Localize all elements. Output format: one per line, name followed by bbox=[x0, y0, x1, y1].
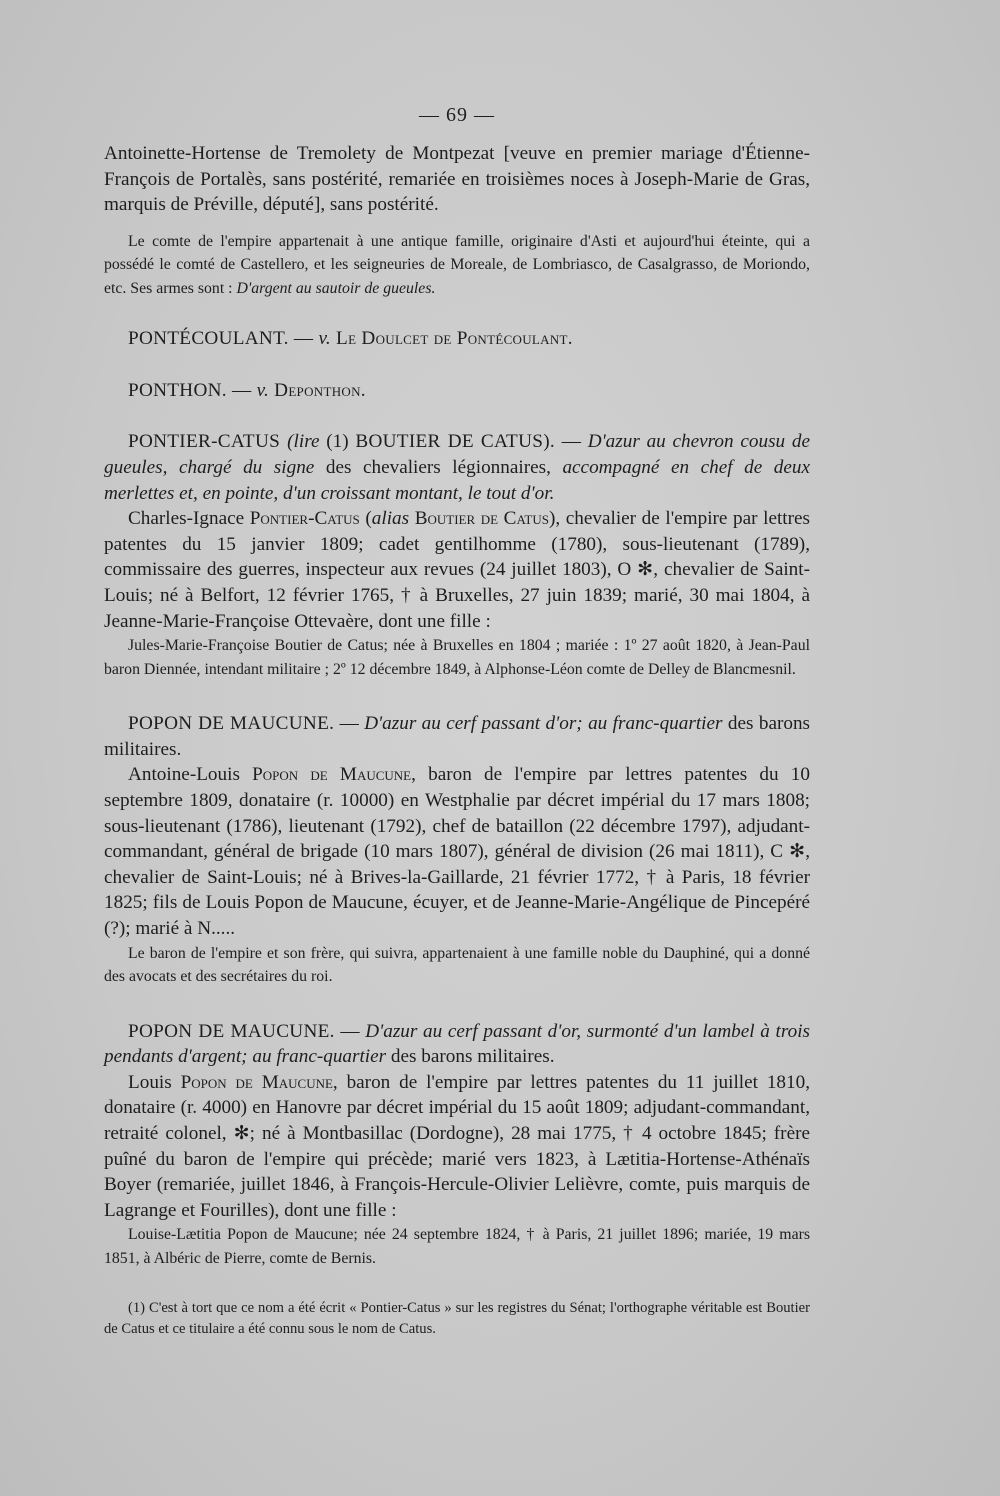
child-pontier: Jules-Marie-Françoise Boutier de Catus; née à Bruxelles en 1804 ; mariée : 1º 27 août 1820, à Jean-Paul baron Diennée, intendant militaire ; 2º 12 décembre 1849, à Alphonse-Léon comte de Delley de Blancmesnil. bbox=[104, 637, 810, 678]
entry-ponthon-ref: Deponthon. bbox=[269, 379, 366, 401]
entry-popon-1-arms: D'azur au cerf passant d'or; au franc-quartier bbox=[364, 713, 723, 735]
bio-pontier-name: Pontier-Catus bbox=[249, 508, 360, 530]
entry-pontier-catus bbox=[104, 429, 810, 506]
entry-popon-2-arms: D'azur au cerf passant d'or, surmonté d'un lambel à trois pendants d'argent; au franc-quartier bbox=[104, 1020, 811, 1068]
note-tremolety-text: Le comte de l'empire appartenait à une antique famille, originaire d'Asti et aujourd'hui éteinte, qui a possédé le comté de Castellero, et les seigneuries de Moreale, de Lombriasco, de Casalgrasso, de Moriondo, etc. Ses armes sont : bbox=[104, 232, 810, 297]
entry-pontier-arms-end: accompagné en chef de deux merlettes et, en pointe, d'un croissant montant, le tout d'or. bbox=[104, 457, 810, 504]
entry-dash: — bbox=[334, 713, 365, 735]
bio-popon-1-text: , baron de l'empire par lettres patentes du 10 septembre 1809, donataire (r. 10000) en Westphalie par décret impérial du 17 mars 1808; sous-lieutenant (1786), lieutenant (1792), chef de bataillon (22 décembre 1797), adjudant-commandant, général de brigade (10 mars 1807), général de division (26 mai 1811), C ✻, chevalier de Saint-Louis; né à Brives-la-Gaillarde, 21 février 1772, † à Paris, 18 février 1825; fils de Louis Popon de Maucune, écuyer, et de Jeanne-Marie-Angélique de Pincepéré (?); marié à N..... bbox=[104, 764, 810, 939]
entry-popon-1-arms-end: des barons militaires. bbox=[104, 713, 810, 760]
footnote-1: (1) C'est à tort que ce nom a été écrit « Pontier-Catus » sur les registres du Sénat; l'orthographe véritable est Boutier de Catus et ce titulaire a été connu sous le nom de Catus. bbox=[104, 1300, 810, 1338]
note-tremolety-arms: D'argent au sautoir de gueules. bbox=[236, 279, 436, 297]
bio-pontier bbox=[104, 506, 810, 634]
entry-pontier-lire: (lire bbox=[287, 431, 320, 453]
paragraph-tremolety: Antoinette-Hortense de Tremolety de Montpezat [veuve en premier mariage d'Étienne-François de Portalès, sans postérité, remariée en troisièmes noces à Joseph-Marie de Gras, marquis de Préville, député], sans postérité. bbox=[104, 143, 810, 216]
note-popon-1: Le baron de l'empire et son frère, qui suivra, appartenaient à une famille noble du Dauphiné, qui a donné des avocats et des secrétaires du roi. bbox=[104, 944, 810, 986]
entry-dash: — bbox=[288, 328, 319, 350]
entry-ponthon bbox=[104, 378, 810, 404]
entry-see-ref: v. bbox=[256, 379, 270, 401]
entry-popon-2-arms-end: des barons militaires. bbox=[386, 1046, 555, 1068]
bio-pontier-paren: ( bbox=[359, 508, 372, 530]
entry-dash: — bbox=[226, 379, 257, 401]
entry-ponthon-name: PONTHON. bbox=[128, 379, 227, 401]
footnote-call: (1) bbox=[319, 431, 356, 453]
entry-popon-1 bbox=[104, 711, 810, 762]
entry-popon-2 bbox=[104, 1019, 810, 1070]
entry-pontier-name: PONTIER-CATUS bbox=[128, 431, 288, 453]
bio-popon-2-text: , baron de l'empire par lettres patentes du 11 juillet 1810, donataire (r. 4000) en Hanovre par décret impérial du 15 août 1809; adjudant-commandant, retraité colonel, ✻; né à Montbasillac (Dordogne), 28 mai 1775, † 4 octobre 1845; frère puîné du baron de l'empire qui précède; marié vers 1823, à Lætitia-Hortense-Athénaïs Boyer (remariée, juillet 1846, à François-Hercule-Olivier Lelièvre, comte, puis marquis de Lagrange et Fourilles), dont une fille : bbox=[104, 1071, 811, 1221]
entry-popon-2-name: POPON DE MAUCUNE. bbox=[128, 1020, 335, 1042]
entry-pontecoulant bbox=[104, 326, 810, 352]
entry-dash: — bbox=[555, 431, 588, 453]
entry-pontier-name2: BOUTIER DE CATUS). bbox=[355, 431, 555, 453]
page-number: — 69 — bbox=[419, 104, 495, 126]
bio-popon-2-pre: Louis bbox=[128, 1071, 181, 1093]
entry-pontier-arms-plain: des chevaliers légionnaires, bbox=[314, 457, 563, 479]
entry-pontecoulant-name: PONTÉCOULANT. bbox=[128, 328, 289, 350]
child-popon-2: Louise-Lætitia Popon de Maucune; née 24 septembre 1824, † à Paris, 21 juillet 1896; mariée, 19 mars 1851, à Albéric de Pierre, comte de Bernis. bbox=[104, 1226, 810, 1267]
bio-popon-2 bbox=[104, 1070, 810, 1224]
entry-see-ref: v. bbox=[318, 328, 331, 350]
bio-popon-1-pre: Antoine-Louis bbox=[128, 764, 253, 786]
bio-pontier-text: ), chevalier de l'empire par lettres patentes du 15 janvier 1809; cadet gentilhomme (1780), sous-lieutenant (1789), commissaire des guerres, inspecteur aux revues (24 juillet 1803), O ✻, chevalier de Saint-Louis; né à Belfort, 12 février 1765, † à Bruxelles, 27 juin 1839; marié, 30 mai 1804, à Jeanne-Marie-Françoise Ottevaère, dont une fille : bbox=[104, 508, 811, 632]
note-tremolety bbox=[104, 230, 810, 301]
entry-pontier-arms: D'azur au chevron cousu de gueules, chargé du signe bbox=[104, 431, 811, 479]
page-content bbox=[104, 104, 810, 1340]
bio-pontier-pre: Charles-Ignace bbox=[128, 508, 250, 530]
entry-dash: — bbox=[334, 1020, 366, 1042]
entry-pontecoulant-ref: Le Doulcet de Pontécoulant. bbox=[330, 328, 573, 350]
bio-popon-1 bbox=[104, 762, 810, 941]
entry-popon-1-name: POPON DE MAUCUNE. bbox=[128, 713, 335, 735]
bio-pontier-alias: alias bbox=[371, 508, 410, 530]
bio-popon-2-name: Popon de Maucune bbox=[180, 1071, 333, 1093]
bio-pontier-alias-name: Boutier de Catus bbox=[409, 508, 549, 530]
bio-popon-1-name: Popon de Maucune bbox=[252, 764, 412, 786]
